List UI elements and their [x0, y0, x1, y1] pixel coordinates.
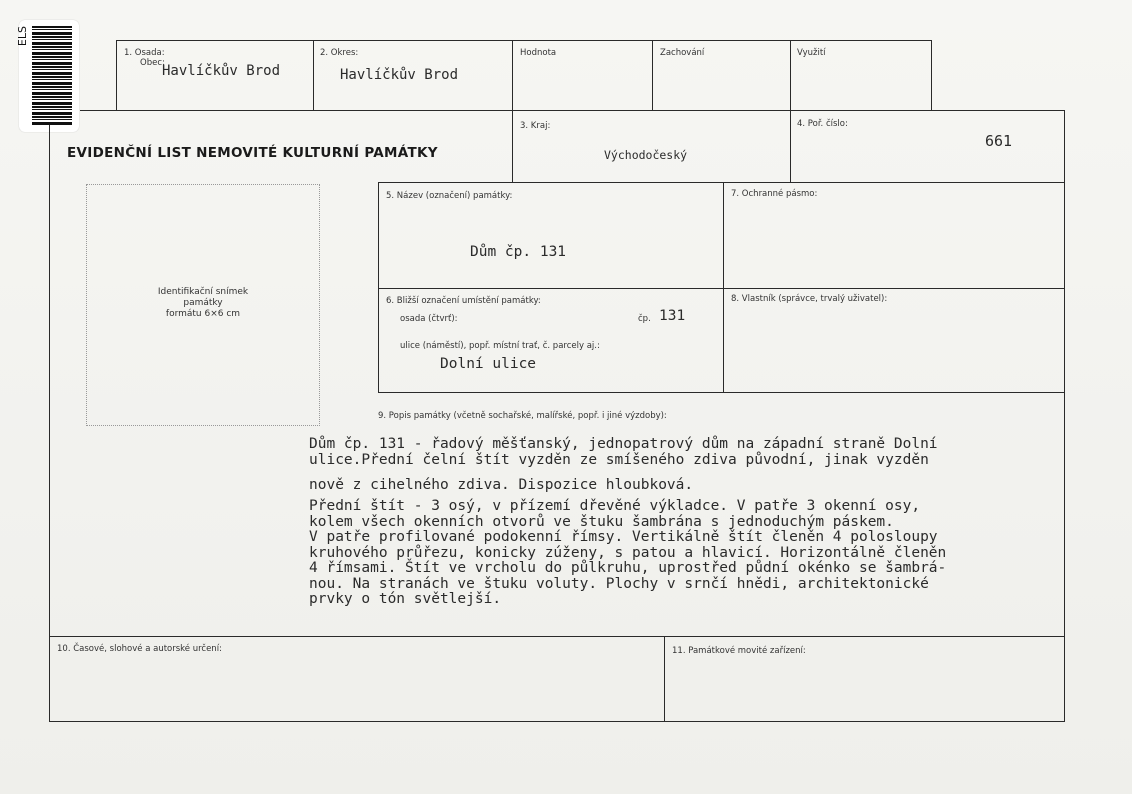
field-6-cp-value: 131	[659, 308, 686, 324]
rule	[931, 40, 932, 110]
description-line: Dům čp. 131 - řadový měšťanský, jednopatrový dům na západní straně Dolní	[309, 436, 938, 452]
field-3-value: Východočeský	[604, 148, 688, 162]
rule	[378, 392, 1065, 393]
description-paragraph-2	[309, 499, 1049, 608]
rule	[49, 125, 50, 722]
field-7-label: 7. Ochranné pásmo:	[731, 189, 818, 199]
rule	[80, 110, 1065, 111]
vyuziti-label: Využití	[797, 48, 826, 58]
description-line: 4 římsami. Štít ve vrcholu do půlkruhu, uprostřed půdní okénko se šambrá-	[309, 560, 947, 576]
rule	[116, 40, 117, 110]
rule	[49, 636, 1065, 637]
photo-label-line3: formátu 6×6 cm	[165, 309, 241, 319]
field-11-label: 11. Památkové movité zařízení:	[672, 646, 806, 656]
field-8-label: 8. Vlastník (správce, trvalý uživatel):	[731, 294, 888, 304]
barcode-sticker	[16, 20, 79, 132]
rule	[378, 288, 1065, 289]
field-1-label: 1. Osada:	[124, 48, 165, 58]
rule	[313, 40, 314, 110]
field-2-value: Havlíčkův Brod	[340, 67, 459, 83]
field-2-label: 2. Okres:	[320, 48, 359, 58]
description-line: kruhového průřezu, konicky zúženy, s patou a hlavicí. Horizontálně členěn	[309, 544, 947, 561]
field-1-sublabel: Obec:	[140, 58, 165, 68]
field-6-ulice-label: ulice (náměstí), popř. místní trať, č. parcely aj.:	[400, 341, 600, 351]
field-4-label: 4. Poř. číslo:	[797, 119, 848, 129]
description-line: nou. Na stranách ve štuku voluty. Plochy v srnčí hnědi, architektonické	[309, 575, 929, 592]
rule	[116, 40, 932, 41]
rule	[652, 40, 653, 110]
photo-label-line1: Identifikační snímek	[157, 287, 249, 297]
field-6-ulice-value: Dolní ulice	[440, 356, 537, 372]
field-4-value: 661	[985, 132, 1013, 150]
field-6-osada-label: osada (čtvrť):	[400, 314, 458, 324]
field-5-value: Dům čp. 131	[470, 244, 567, 260]
barcode-text: ELS	[16, 26, 29, 47]
field-6-cp-label: čp.	[638, 314, 651, 324]
zachovani-label: Zachování	[660, 48, 705, 58]
hodnota-label: Hodnota	[520, 48, 557, 58]
field-5-label: 5. Název (označení) památky:	[386, 191, 513, 201]
field-1-value: Havlíčkův Brod	[162, 63, 281, 79]
form-title: EVIDENČNÍ LIST NEMOVITÉ KULTURNÍ PAMÁTKY	[67, 145, 438, 161]
field-6-label: 6. Bližší označení umístění památky:	[386, 296, 541, 306]
description-line: ulice.Přední čelní štít vyzděn ze smíšeného zdiva původní, jinak vyzděn	[309, 451, 929, 468]
description-paragraph-1	[309, 437, 1049, 494]
description-line: kolem všech okenních otvorů ve štuku šambrána s jednoduchým páskem.	[309, 513, 894, 530]
rule	[49, 721, 1065, 722]
rule	[664, 636, 665, 722]
rule	[723, 182, 724, 392]
rule	[378, 182, 379, 392]
field-10-label: 10. Časové, slohové a autorské určení:	[57, 644, 222, 654]
rule	[1064, 110, 1065, 722]
description-line: Přední štít - 3 osý, v přízemí dřevěné výkladce. V patře 3 okenní osy,	[309, 498, 921, 514]
photo-label-line2: památky	[183, 298, 223, 308]
barcode-bars	[32, 26, 72, 126]
description-line: nově z cihelného zdiva. Dispozice hloubková.	[309, 477, 694, 493]
photo-placeholder	[86, 184, 320, 426]
rule	[378, 182, 1065, 183]
field-3-label: 3. Kraj:	[520, 121, 551, 131]
field-9-label: 9. Popis památky (včetně sochařské, malířské, popř. i jiné výzdoby):	[378, 411, 667, 421]
description-line: prvky o tón světlejší.	[309, 591, 502, 607]
description-line: V patře profilované podokenní římsy. Vertikálně štít členěn 4 polosloupy	[309, 529, 938, 545]
